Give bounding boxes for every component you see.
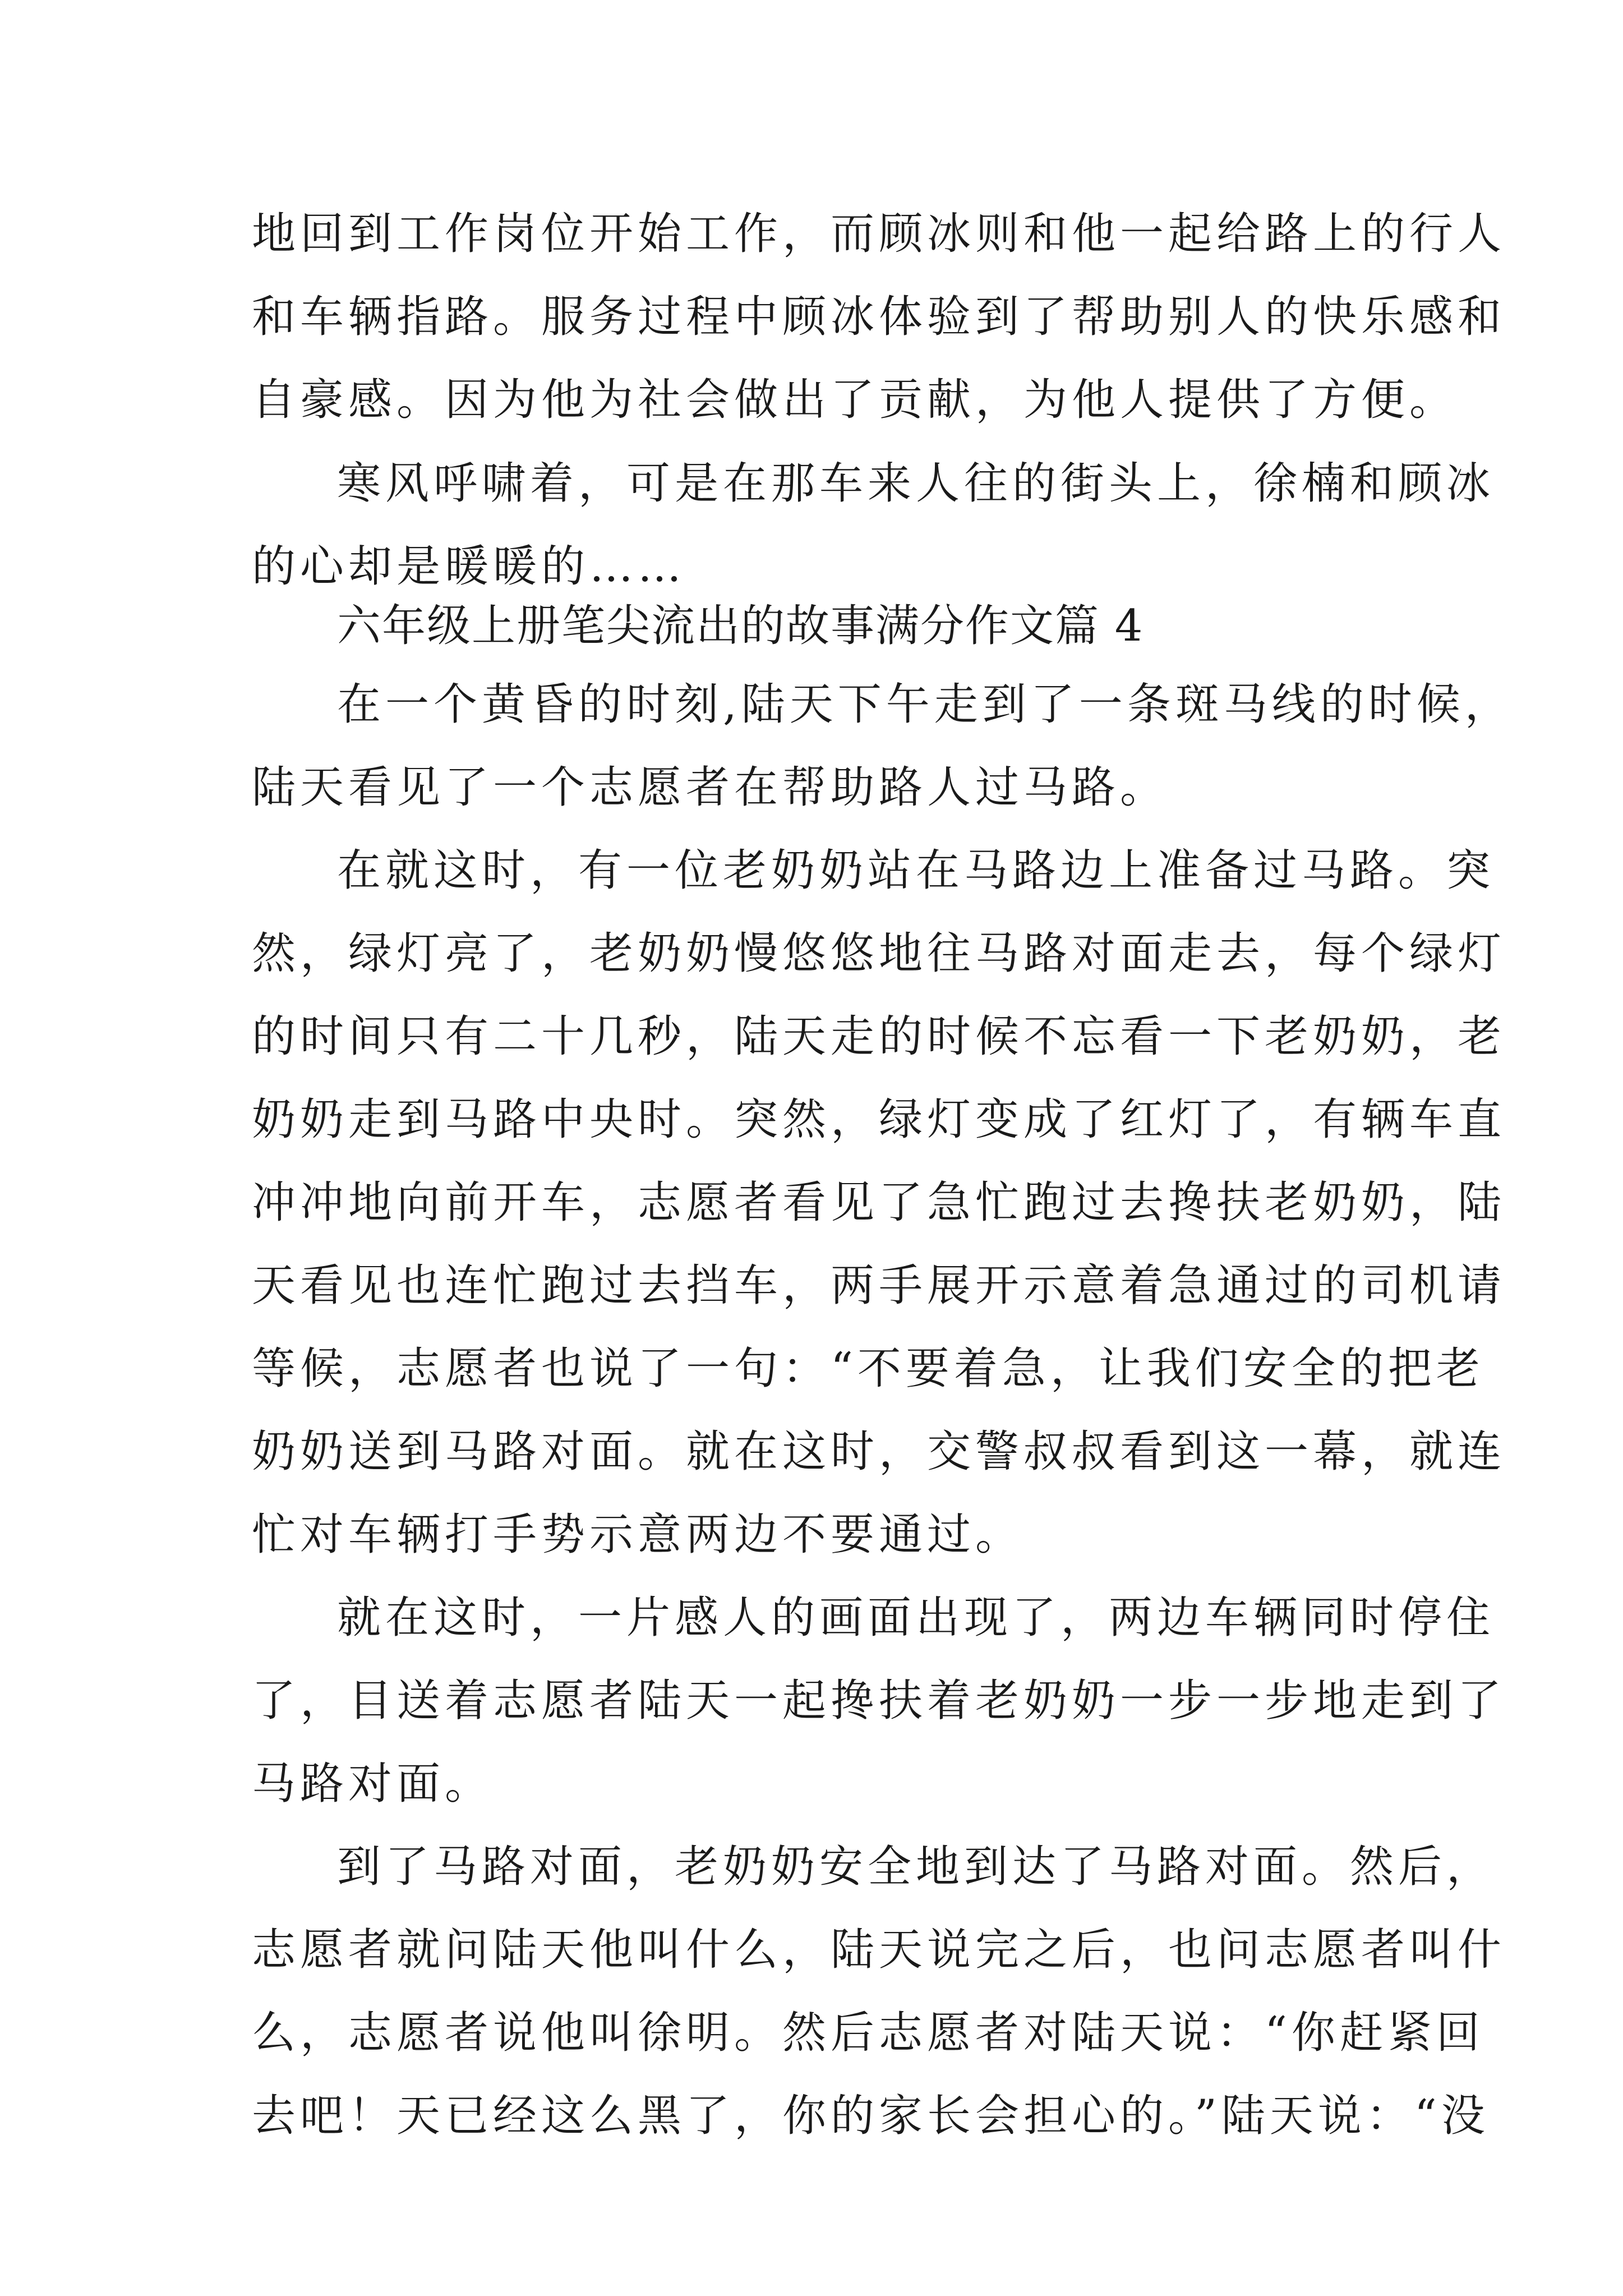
text-line: 的心却是暖暖的…… <box>252 541 686 592</box>
text-line: 的时间只有二十几秒，陆天走的时候不忘看一下老奶奶，老 <box>252 1011 1506 1062</box>
text-line: 去吧！天已经这么黑了，你的家长会担心的。”陆天说：“没 <box>252 2091 1490 2141</box>
text-line: 么，志愿者说他叫徐明。然后志愿者对陆天说：“你赶紧回 <box>252 2008 1484 2058</box>
paragraph-first-line: 在就这时，有一位老奶奶站在马路边上准备过马路。突 <box>337 845 1495 896</box>
section-heading: 六年级上册笔尖流出的故事满分作文篇 4 <box>337 601 1144 651</box>
text-line: 天看见也连忙跑过去挡车，两手展开示意着急通过的司机请 <box>252 1260 1506 1311</box>
text-line: 奶奶走到马路中央时。突然，绿灯变成了红灯了，有辆车直 <box>252 1094 1506 1145</box>
text-line: 忙对车辆打手势示意两边不要通过。 <box>252 1510 1024 1560</box>
text-line: 冲冲地向前开车，志愿者看见了急忙跑过去搀扶老奶奶，陆 <box>252 1177 1506 1228</box>
text-line: 了，目送着志愿者陆天一起搀扶着老奶奶一步一步地走到了 <box>252 1676 1506 1726</box>
text-line: 地回到工作岗位开始工作，而顾冰则和他一起给路上的行人 <box>252 209 1506 259</box>
text-line: 和车辆指路。服务过程中顾冰体验到了帮助别人的快乐感和 <box>252 292 1506 342</box>
text-line: 马路对面。 <box>252 1759 494 1809</box>
paragraph-first-line: 到了马路对面，老奶奶安全地到达了马路对面。然后， <box>337 1842 1495 1892</box>
text-line: 陆天看见了一个志愿者在帮助路人过马路。 <box>252 762 1169 813</box>
text-line: 等候，志愿者也说了一句：“不要着急，让我们安全的把老 <box>252 1343 1484 1394</box>
text-line: 自豪感。因为他为社会做出了贡献，为他人提供了方便。 <box>252 375 1458 425</box>
paragraph-first-line: 寒风呼啸着，可是在那车来人往的街头上，徐楠和顾冰 <box>337 458 1495 509</box>
text-line: 奶奶送到马路对面。就在这时，交警叔叔看到这一幕，就连 <box>252 1427 1506 1477</box>
text-line: 然，绿灯亮了，老奶奶慢悠悠地往马路对面走去，每个绿灯 <box>252 928 1506 979</box>
text-line: 志愿者就问陆天他叫什么，陆天说完之后，也问志愿者叫什 <box>252 1925 1506 1975</box>
paragraph-first-line: 就在这时，一片感人的画面出现了，两边车辆同时停住 <box>337 1593 1495 1643</box>
paragraph-first-line: 在一个黄昏的时刻,陆天下午走到了一条斑马线的时候， <box>337 679 1513 730</box>
